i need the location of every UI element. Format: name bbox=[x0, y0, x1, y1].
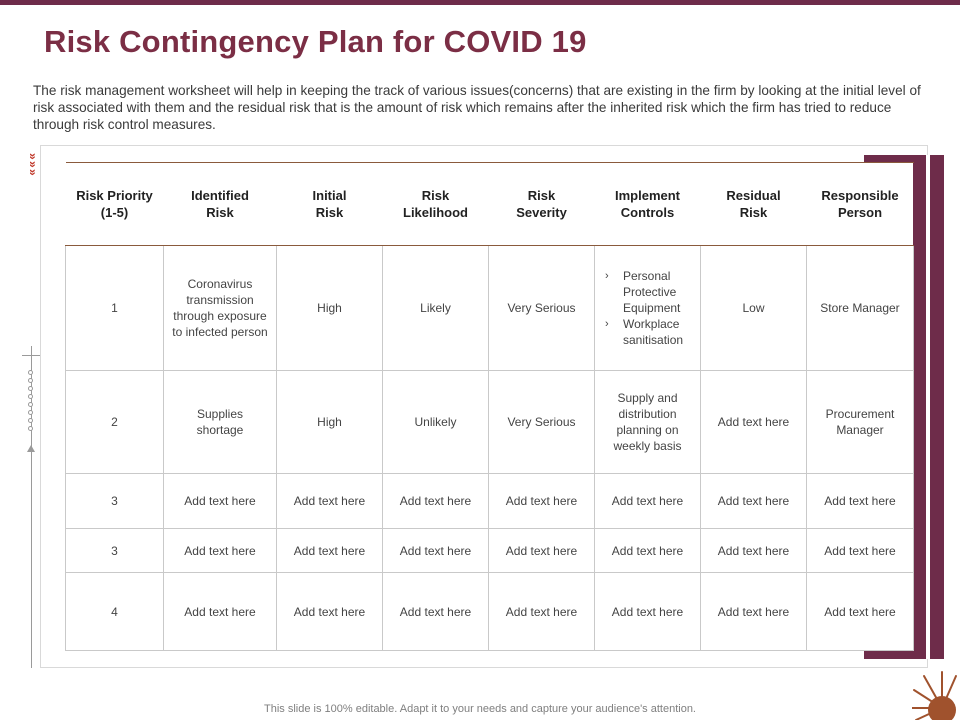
header-risk-severity: Risk Severity bbox=[489, 163, 595, 246]
table-header-row bbox=[66, 163, 914, 246]
cell-severity: Add text here bbox=[489, 474, 595, 529]
cell-severity: Very Serious bbox=[489, 246, 595, 371]
decorative-dots bbox=[28, 370, 34, 434]
intro-paragraph: The risk management worksheet will help in keeping the track of various issues(concerns) that are existing in the firm by looking at the initial level of risk associated with them and the residual risk that is the amount of risk which remains after the inherited risk which the firm has tried to reduce through risk control measures. bbox=[33, 83, 921, 132]
decorative-cross-line bbox=[22, 355, 40, 356]
cell-identified-risk: Add text here bbox=[164, 474, 277, 529]
cell-priority: 3 bbox=[66, 529, 164, 573]
risk-table bbox=[65, 162, 914, 651]
page-title: Risk Contingency Plan for COVID 19 bbox=[44, 24, 587, 59]
cell-severity: Add text here bbox=[489, 529, 595, 573]
header-responsible-person: Responsible Person bbox=[807, 163, 914, 246]
cell-initial-risk: Add text here bbox=[277, 474, 383, 529]
cell-responsible-person: Add text here bbox=[807, 529, 914, 573]
cell-priority: 3 bbox=[66, 474, 164, 529]
cell-initial-risk: Add text here bbox=[277, 573, 383, 651]
cell-identified-risk: Add text here bbox=[164, 573, 277, 651]
cell-priority: 1 bbox=[66, 246, 164, 371]
cell-likelihood: Add text here bbox=[383, 474, 489, 529]
header-initial-risk: Initial Risk bbox=[277, 163, 383, 246]
cell-residual-risk: Low bbox=[701, 246, 807, 371]
cell-priority: 2 bbox=[66, 371, 164, 474]
chevron-right-icon: › bbox=[605, 270, 609, 282]
cell-initial-risk: High bbox=[277, 371, 383, 474]
cell-likelihood: Add text here bbox=[383, 529, 489, 573]
table-row bbox=[66, 529, 914, 573]
risk-table-container bbox=[65, 162, 913, 650]
cell-residual-risk: Add text here bbox=[701, 371, 807, 474]
controls-list bbox=[603, 268, 692, 348]
cell-residual-risk: Add text here bbox=[701, 474, 807, 529]
table-row bbox=[66, 371, 914, 474]
table-row bbox=[66, 573, 914, 651]
cell-identified-risk: Supplies shortage bbox=[164, 371, 277, 474]
virus-icon bbox=[912, 670, 960, 720]
cell-responsible-person: Add text here bbox=[807, 573, 914, 651]
cell-identified-risk: Coronavirus transmission through exposure to infected person bbox=[164, 246, 277, 371]
table-row bbox=[66, 474, 914, 529]
cell-initial-risk: Add text here bbox=[277, 529, 383, 573]
list-item: › Workplace sanitisation bbox=[605, 317, 684, 347]
cell-controls: Add text here bbox=[595, 474, 701, 529]
cell-residual-risk: Add text here bbox=[701, 573, 807, 651]
cell-controls: Add text here bbox=[595, 573, 701, 651]
footer-note: This slide is 100% editable. Adapt it to your needs and capture your audience's attention. bbox=[264, 703, 696, 715]
arrow-up-icon bbox=[27, 445, 35, 452]
cell-controls: Supply and distribution planning on weekly basis bbox=[595, 371, 701, 474]
top-accent-bar bbox=[0, 0, 960, 5]
cell-controls: Add text here bbox=[595, 529, 701, 573]
cell-priority: 4 bbox=[66, 573, 164, 651]
cell-responsible-person: Store Manager bbox=[807, 246, 914, 371]
table-row bbox=[66, 246, 914, 371]
chevron-down-icon: » » » bbox=[26, 153, 40, 176]
header-implement-controls: Implement Controls bbox=[595, 163, 701, 246]
decorative-bar-gap bbox=[926, 155, 929, 659]
header-identified-risk: Identified Risk bbox=[164, 163, 277, 246]
cell-likelihood: Unlikely bbox=[383, 371, 489, 474]
cell-severity: Very Serious bbox=[489, 371, 595, 474]
cell-likelihood: Likely bbox=[383, 246, 489, 371]
header-residual-risk: Residual Risk bbox=[701, 163, 807, 246]
cell-likelihood: Add text here bbox=[383, 573, 489, 651]
chevron-right-icon: › bbox=[605, 318, 609, 330]
header-risk-priority: Risk Priority (1-5) bbox=[66, 163, 164, 246]
cell-residual-risk: Add text here bbox=[701, 529, 807, 573]
cell-identified-risk: Add text here bbox=[164, 529, 277, 573]
list-item: › Personal Protective Equipment bbox=[605, 269, 681, 315]
cell-responsible-person: Add text here bbox=[807, 474, 914, 529]
cell-controls bbox=[595, 246, 701, 371]
cell-initial-risk: High bbox=[277, 246, 383, 371]
cell-severity: Add text here bbox=[489, 573, 595, 651]
decorative-maroon-bar-thin bbox=[930, 155, 944, 659]
header-risk-likelihood: Risk Likelihood bbox=[383, 163, 489, 246]
cell-responsible-person: Procurement Manager bbox=[807, 371, 914, 474]
